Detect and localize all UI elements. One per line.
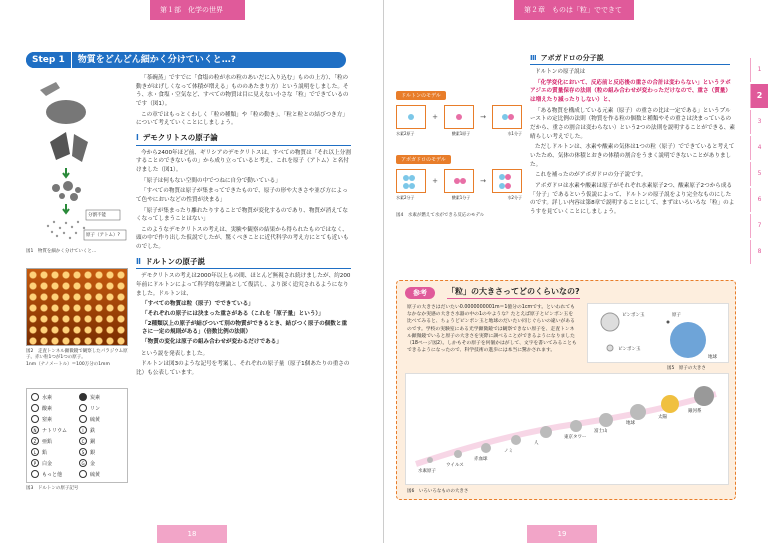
intro-paragraph: 「茶碗蒸」ですでに「食塩の粒が水の粒のあいだに入り込む」ものの上方）、「粒の動きがはげしくなって体積が増える」もののあたまり方）という説明をしました。そう、水・食塩・空気など、すべての物質は目に見えない小さな「粒」でできているのです（図1）。 [136,75,349,107]
law-statement: 「化学変化において、反応前と反応後の重さの合計は変わらない」というラボアジエの質量保存の法則（粒の組み合わせが変わっただけなので、重さ（質量）は増えたり減ったりしない）と、 [530,79,731,103]
dalton-atom [79,404,123,412]
scale-label: ノミ [504,449,513,454]
hammer-icon [40,82,60,96]
reference-box [396,280,736,500]
fig1-label-atom: 原子（アトム）? [86,233,120,238]
reference-title: 「粒」の大きさってどのくらいなの? [447,286,580,299]
pingpong-ball-icon [607,345,613,351]
scale-label: 地球 [626,421,635,426]
chapter-tab[interactable]: 2 [750,84,768,108]
chapter-tab[interactable]: 7 [750,214,768,238]
body-paragraph: デモクリトスの考えは2000年以上もの間、ほとんど無視され続けましたが、約200年前にドルトンによって科学的な理論として復活し、より深く追究されるようになりました。ドルトンは、 [136,273,351,297]
figure-5: ピンポン玉 原子 ピンポン玉 地球 [587,303,729,363]
dalton-atom [31,426,75,434]
dalton-atom [79,448,123,456]
dalton-postulates [142,300,351,346]
atom-symbol-icon [79,415,87,423]
fig6-caption: 図6 いろいろなものの大きさ [407,489,469,494]
body-paragraph: 「すべての物質は原子が集まってできたもので、原子の形や大きさや並び方によって色やにおいなどの性質が決まる」 [136,188,348,203]
reference-tag: 参考 [405,287,435,299]
dalton-model: ドルトンのモデル + → 水素2原子 酸素1原子 水1分子 [396,93,522,136]
page-number: 18 [157,525,227,543]
atom-name: 酸素 [42,405,53,412]
model-tag: アボガドロのモデル [396,155,451,164]
body-paragraph: 「原子は何もない空間の中でつねに自分で動いている」 [141,177,281,184]
pingpong-ball-icon [601,313,619,331]
atom-name: リン [90,405,101,412]
atom-symbol-icon: N [31,426,39,434]
scale-label: 東京タワー [564,435,587,440]
arrow-down-icon [63,204,69,213]
postulate: 「それぞれの原子には決まった重さがある（これを「原子量」という）」 [142,311,324,318]
body-paragraph: 今から2400年ほど前、ギリシアのデモクリトスは、すべての物質は「それ以上分割することのできないもの」から成り立っていると考え、これを原子（アトム）と名付けました（図1）。 [136,149,351,173]
running-head: 第１部 化学の世界 [150,0,245,20]
atom-icon [667,321,670,324]
fig4-caption: 図4 水素が燃えて水ができる反応のモデル [396,213,485,218]
body-paragraph: このようなデモクリトスの考えは、実験や観察の結果から得られたものではなく、頭の中で作り出した仮説でしたが、驚くべきことに近代科学の考え方にとても近いものでした。 [136,226,349,251]
body-paragraph: ドルトンは図3のような記号を考案し、それぞれの原子量（原子1個あたりの重さの比）も公表しています。 [136,361,350,376]
rock-half-left [50,132,70,160]
atom-symbol-icon: Z [31,437,39,445]
model-box [492,169,522,193]
fig1-caption: 図1 物質を細かく分けていくと… [26,249,97,254]
right-page [384,0,768,543]
earth-icon [670,322,706,358]
atom-symbol-icon: I [79,426,87,434]
dalton-atom [79,426,123,434]
fig1-label-indivisible: 分割不能 [88,213,106,218]
model-box [396,105,426,129]
dalton-atom [79,470,123,478]
chapter-tab[interactable]: 3 [750,110,768,134]
scale-label: 人 [534,441,539,446]
atom-name: 銀 [90,449,96,456]
dalton-atom [79,393,123,401]
right-body-text: ドルトンの原子説は 「化学変化において、反応前と反応後の重さの合計は変わらない」というラボアジエの質量保存の法則（粒の組み合わせが変わっただけなので、重さ（質量）は増えたり減ったりしない）と、 「ある物質を構成している元素（原子）の重さの比は一定である」というプルーストの定比例の法則（物質を作る粒の個数と種類やその重さは決まっているのだから、重さの割合は変わらない）という2つの法則を説明することができる、素晴らしい考えでした。 ただしドルトンは、水素や酸素の気体は1つの粒（原子）でできていると考えていたため、気体の体積とおきの体積の割合をうまく説明できないことがありました。 これを補ったのがアボガドロの分子説です。 アボガドロは水素や酸素は原子がそれぞれ水素原子2つ、酸素原子2つから成る「分子」であるという仮説によって、ドルトンの原子説をより完全なものにしたのです。詳しい内容は第8章で説明することにして、まずはいろいろな「粒」のようすを見ていくことにしましょう。 [530,69,735,215]
atom-symbol-icon [31,393,39,401]
dalton-atom [31,470,75,478]
dalton-atom [31,415,75,423]
atom-name: 亜鉛 [42,438,53,445]
fig3-caption: 図3 ドルトンの原子記号 [26,486,79,491]
atom-name: 鉄 [90,427,96,434]
section-heading: Ⅲ アボガドロの分子説 [530,53,730,65]
postulate: 「2種類以上の原子が結びついて別の物質ができるとき、結びつく原子の個数と重さに一定の規則がある」（倍数比例の法則） [142,320,348,336]
atom-name: 水素 [42,394,53,401]
particle-cloud [47,221,85,239]
atom-symbol-icon: S [79,448,87,456]
body-paragraph: 「原子が集まったり離れたりすることで物質が変化するのであり、物質が消えてなくなってしまうことはない」 [136,207,348,223]
scale-label: 銀河系 [688,409,702,414]
figure-3 [26,388,128,492]
dalton-atom [79,437,123,445]
model-box [444,169,474,193]
dalton-atom [79,415,123,423]
atom-symbol-icon: L [31,448,39,456]
atom-name: 硫黄 [90,416,101,423]
dalton-atom [31,448,75,456]
scale-label: 富士山 [594,429,608,434]
scale-label: 水素原子 [418,469,436,474]
dalton-atom [31,393,75,401]
atom-symbol-icon: C [79,437,87,445]
page-number: 19 [527,525,597,543]
fig2-caption: 図2 走査トンネル顕微鏡で観察したパラジウム原子。赤い粒1つが1つの原子。 [26,349,128,360]
fig5-caption: 図5 原子の大きさ [667,366,706,371]
step-label: Step 1 [26,52,72,68]
chapter-tab[interactable]: 4 [750,136,768,160]
model-box [396,169,426,193]
atom-name: 窒素 [42,416,53,423]
atom-name: 硫黄 [90,471,101,478]
atom-symbol-icon [31,404,39,412]
reference-text: 原子の大きさはだいたい0.0000000001m＝1億分の1cmです。といわれてもなかなか実感の大きさ水器の中の1のやような？たとえば原子とピンポン玉を比べてみると、ちょうどピンポン玉と地球のだいたい同じぐらいの違いがあるのです。学校の実験室にある光学顕微鏡では観察できない原子を、走査トンネル顕微鏡でいると原子の大きさを実際に調べることができるようになりました（18ページ図2）。しかもその原子を何個かはがして、文字を書いてみることもできるようになったので、科学技術の進歩には本当に驚かされます。 [407,305,577,354]
scale-label: ウイルス [446,463,464,468]
atom-symbol-icon [79,470,87,478]
scale-label: 太陽 [658,415,667,420]
atom-name: 白金 [42,460,53,467]
chapter-tab[interactable]: 5 [750,162,768,186]
rock-division-illustration [26,76,128,246]
atom-name: 金 [90,460,96,467]
rock-half-right [72,134,88,162]
atom-symbol-icon: P [31,459,39,467]
atom-name: 炭素 [90,394,101,401]
atom-name: もっと他 [42,471,63,478]
atom-name: ナトリウム [42,427,67,434]
fig2-scale: 1nm（ナノメートル）＝100万分の1mm [26,361,110,367]
body-paragraph: という説を発表しました。 [141,350,209,357]
step-heading [26,52,346,68]
dalton-atom [31,459,75,467]
model-tag: ドルトンのモデル [396,91,446,100]
figure-2 [26,268,128,368]
atom-symbol-icon [31,470,39,478]
running-head: 第２章 ものは「粒」でできている [514,0,634,20]
chapter-tab[interactable]: 6 [750,188,768,212]
atom-symbol-icon [79,393,87,401]
dalton-atom [31,404,75,412]
section-heading: Ⅱ ドルトンの原子説 [136,256,351,270]
arrow-down-icon [63,168,69,177]
atom-name: 銅 [90,438,96,445]
section-heading: Ⅰ デモクリトスの原子論 [136,132,351,146]
dalton-atom [79,459,123,467]
dalton-atom [31,437,75,445]
stm-image [26,268,128,346]
rock-icon [46,100,86,124]
step-title: 物質をどんどん細かく分けていくと…? [77,55,236,65]
left-body-text [136,74,351,380]
atom-symbol-icon [31,415,39,423]
model-box [444,105,474,129]
dalton-symbol-table [27,389,127,482]
atom-symbol-icon: G [79,459,87,467]
atom-name: 鉛 [42,449,48,456]
figure-6-size-scale [405,373,729,485]
chapter-tabs [750,58,768,266]
figure-1 [26,76,128,255]
scale-items [427,386,714,463]
model-box [492,105,522,129]
chapter-tab[interactable]: 1 [750,58,768,82]
atom-symbol-icon [79,404,87,412]
postulate: 「物質の変化は原子の組み合わせが変わるだけである」 [142,339,282,345]
intro-paragraph: この章ではもっとくわしく「粒の種類」や「粒の動き」、「粒と粒との結びつき方」について考えていくことにしましょう。 [136,111,348,127]
postulate: 「すべての物質は粒（原子）でできている」 [142,301,254,308]
avogadro-model: アボガドロのモデル + → 水素2分子 酸素1分子 水2分子 [396,157,522,200]
chapter-tab[interactable]: 8 [750,240,768,264]
scale-label: 赤血球 [474,457,488,462]
rock-fragments [52,181,81,201]
